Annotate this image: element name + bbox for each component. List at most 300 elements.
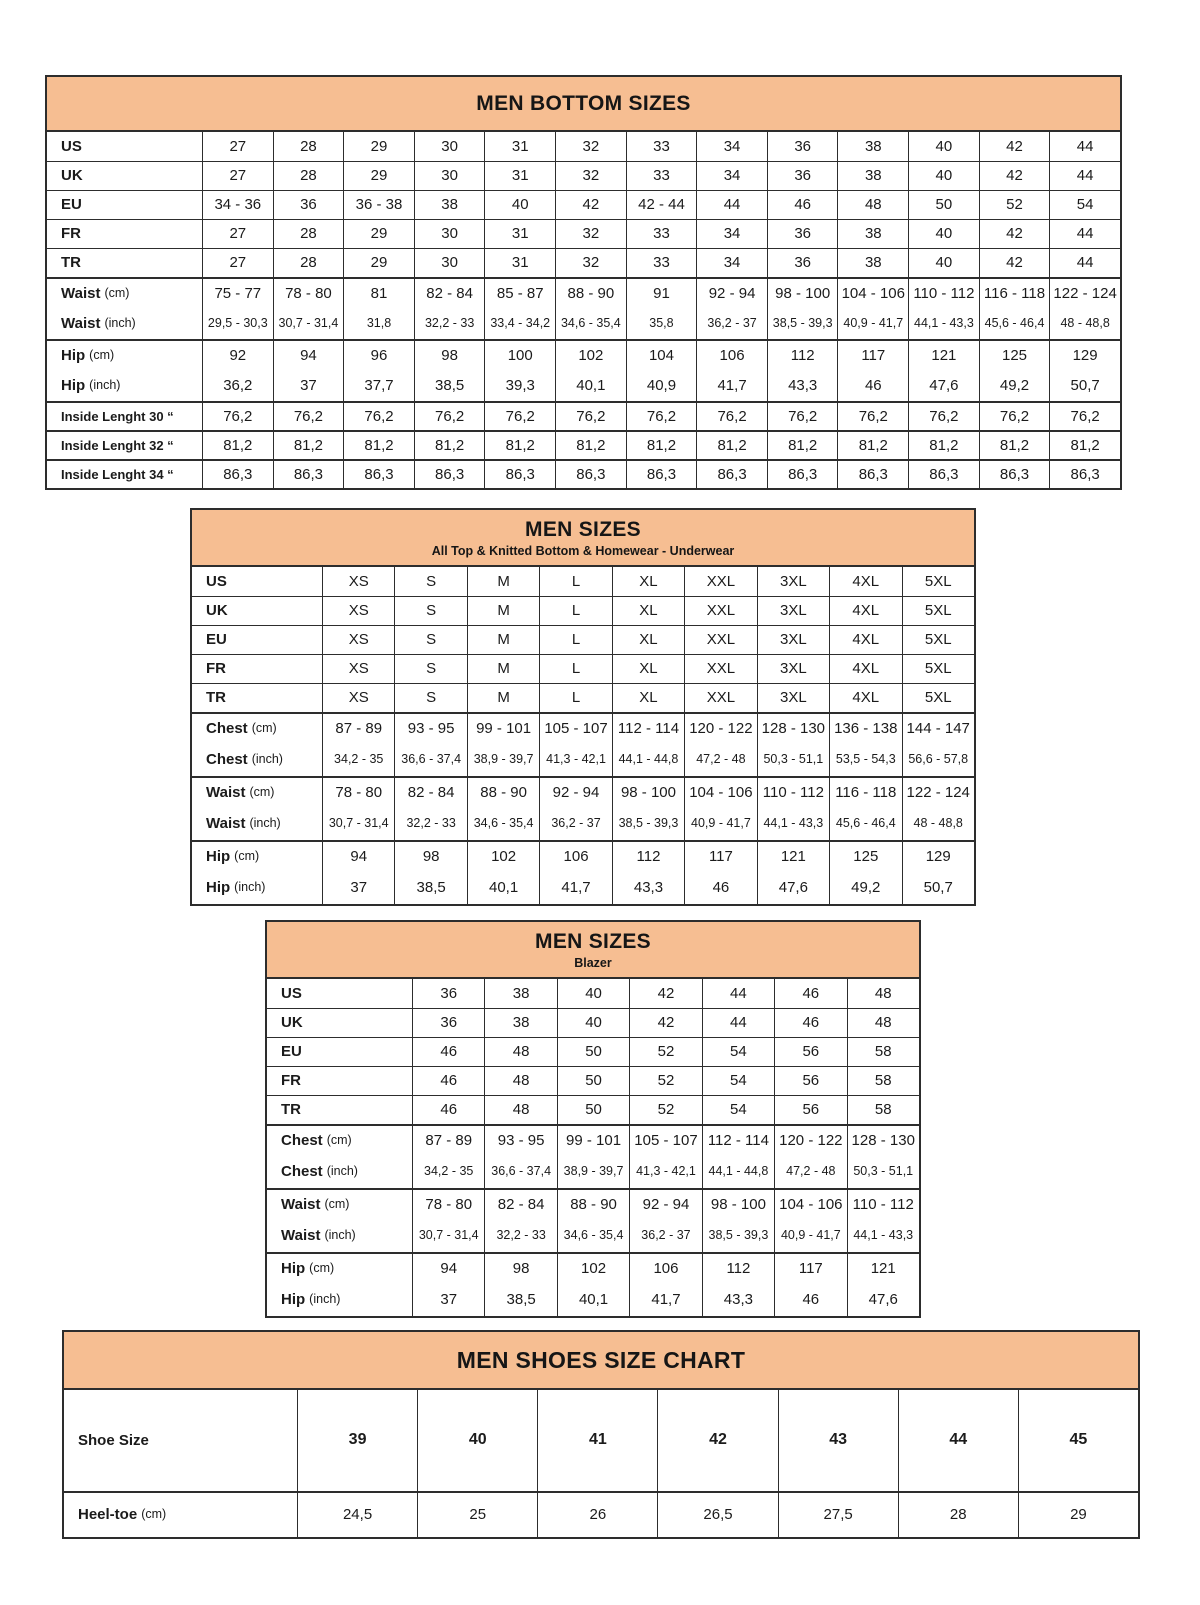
table-title: MEN SIZES (525, 517, 641, 541)
size-value-cell: 29 (343, 220, 414, 248)
table-body (64, 1390, 1138, 1537)
row-label (47, 308, 202, 339)
table-row (47, 190, 1120, 219)
row-label-text: EU (61, 196, 82, 214)
table-row (64, 1390, 1138, 1491)
size-value-cell: 76,2 (626, 403, 697, 430)
size-value-cell: 27,5 (778, 1493, 898, 1537)
size-value-cell: 42 (555, 191, 626, 219)
size-value-cell: 36 (767, 220, 838, 248)
size-value-cell: 128 - 130 (847, 1126, 919, 1156)
size-value-cell: 44 (1049, 220, 1120, 248)
size-value-cell: 81,2 (979, 432, 1050, 459)
size-value-cell: 41 (537, 1390, 657, 1491)
size-value-cell: 34,2 - 35 (322, 744, 394, 776)
size-value-cell: 26,5 (657, 1493, 777, 1537)
row-label (267, 1126, 412, 1156)
size-value-cell: 47,2 - 48 (684, 744, 756, 776)
row-label-unit: (cm) (141, 1507, 167, 1522)
size-value-cell: 88 - 90 (557, 1190, 629, 1220)
row-label (267, 1096, 412, 1124)
table-subtitle: All Top & Knitted Bottom & Homewear - Underwear (431, 543, 735, 558)
row-label-unit: (cm) (251, 721, 277, 736)
size-value-cell: 125 (979, 341, 1050, 370)
size-value-cell: 36 (767, 132, 838, 161)
row-label (267, 1254, 412, 1284)
size-value-cell: 76,2 (343, 403, 414, 430)
size-value-cell: 47,6 (757, 872, 829, 904)
row-label-text: UK (61, 167, 83, 185)
size-value-cell: 4XL (829, 655, 901, 683)
row-label (192, 808, 322, 840)
size-value-cell: 104 - 106 (837, 279, 908, 308)
size-value-cell: 38 (414, 191, 485, 219)
table-row (47, 277, 1120, 308)
size-value-cell: XXL (684, 684, 756, 712)
size-value-cell: 31 (484, 220, 555, 248)
size-value-cell: 54 (702, 1038, 774, 1066)
size-value-cell: 34,6 - 35,4 (557, 1220, 629, 1252)
size-value-cell: 41,3 - 42,1 (629, 1156, 701, 1188)
size-value-cell: 37 (412, 1284, 484, 1316)
row-label (192, 744, 322, 776)
row-label-unit: (cm) (89, 347, 115, 362)
size-value-cell: 112 - 114 (702, 1126, 774, 1156)
size-value-cell: 48 (484, 1038, 556, 1066)
size-value-cell: 112 (612, 842, 684, 872)
size-value-cell: 48 - 48,8 (902, 808, 974, 840)
size-value-cell: 38 (837, 220, 908, 248)
size-value-cell: 36 - 38 (343, 191, 414, 219)
table-row (267, 1095, 919, 1124)
row-label (64, 1493, 297, 1537)
row-label (64, 1390, 297, 1491)
size-value-cell: 106 (629, 1254, 701, 1284)
row-label (267, 1067, 412, 1095)
size-value-cell: 38,5 (414, 370, 485, 401)
men-sizes-tops-table (190, 508, 976, 906)
size-value-cell: 38,5 - 39,3 (767, 308, 838, 339)
size-value-cell: S (394, 684, 466, 712)
size-value-cell: 40 (484, 191, 555, 219)
row-label (267, 979, 412, 1008)
size-value-cell: 76,2 (273, 403, 344, 430)
size-value-cell: 81 (343, 279, 414, 308)
size-value-cell: 30 (414, 162, 485, 190)
size-value-cell: 34 (696, 249, 767, 277)
size-value-cell: 56,6 - 57,8 (902, 744, 974, 776)
size-value-cell: 34 (696, 132, 767, 161)
size-value-cell: M (467, 567, 539, 596)
row-label-text: Hip (281, 1260, 306, 1278)
size-value-cell: 40 (908, 162, 979, 190)
size-value-cell: 36,6 - 37,4 (484, 1156, 556, 1188)
row-label (192, 567, 322, 596)
row-label-text: Shoe Size (78, 1431, 149, 1449)
size-value-cell: XL (612, 626, 684, 654)
table-header-band (64, 1332, 1138, 1390)
table-header-band (267, 922, 919, 979)
size-value-cell: 117 (837, 341, 908, 370)
size-value-cell: 54 (1049, 191, 1120, 219)
size-value-cell: 43,3 (612, 872, 684, 904)
row-label-text: US (61, 137, 82, 155)
size-value-cell: 42 (979, 162, 1050, 190)
row-label-unit: (inch) (309, 1292, 341, 1307)
size-value-cell: 44,1 - 43,3 (757, 808, 829, 840)
size-value-cell: 86,3 (837, 461, 908, 488)
size-value-cell: 29 (1018, 1493, 1138, 1537)
size-value-cell: 46 (837, 370, 908, 401)
size-value-cell: 52 (979, 191, 1050, 219)
size-value-cell: 44 (1049, 132, 1120, 161)
size-value-cell: 56 (774, 1096, 846, 1124)
row-label-text: EU (206, 631, 227, 649)
size-value-cell: 116 - 118 (979, 279, 1050, 308)
size-value-cell: 32 (555, 162, 626, 190)
table-body (47, 132, 1120, 488)
row-label-text: Hip (61, 376, 86, 394)
size-value-cell: 33 (626, 132, 697, 161)
table-row (192, 712, 974, 744)
size-value-cell: 121 (847, 1254, 919, 1284)
table-row (47, 339, 1120, 370)
size-value-cell: 76,2 (696, 403, 767, 430)
size-value-cell: 34,6 - 35,4 (467, 808, 539, 840)
size-value-cell: 86,3 (202, 461, 273, 488)
table-row (192, 654, 974, 683)
size-value-cell: 4XL (829, 626, 901, 654)
size-value-cell: 48 (484, 1067, 556, 1095)
size-value-cell: 46 (774, 1284, 846, 1316)
row-label-unit: (cm) (324, 1197, 350, 1212)
size-value-cell: 5XL (902, 567, 974, 596)
size-value-cell: 88 - 90 (467, 778, 539, 808)
size-value-cell: XL (612, 597, 684, 625)
row-label-text: Waist (206, 784, 246, 802)
size-value-cell: 42 (979, 220, 1050, 248)
size-value-cell: 5XL (902, 655, 974, 683)
size-value-cell: 34 (696, 220, 767, 248)
table-row (192, 567, 974, 596)
size-value-cell: 86,3 (343, 461, 414, 488)
size-value-cell: 38 (837, 249, 908, 277)
size-value-cell: 42 - 44 (626, 191, 697, 219)
table-header-band (47, 77, 1120, 132)
size-value-cell: 30 (414, 220, 485, 248)
size-value-cell: 46 (767, 191, 838, 219)
size-value-cell: 41,7 (539, 872, 611, 904)
size-value-cell: 27 (202, 220, 273, 248)
size-value-cell: 98 (414, 341, 485, 370)
table-row (192, 625, 974, 654)
row-label-text: Inside Lenght 34 “ (61, 466, 174, 482)
size-value-cell: S (394, 567, 466, 596)
size-value-cell: 46 (412, 1096, 484, 1124)
table-row (267, 1124, 919, 1156)
size-value-cell: XXL (684, 597, 756, 625)
size-value-cell: 50,7 (902, 872, 974, 904)
size-value-cell: 98 (484, 1254, 556, 1284)
size-value-cell: 82 - 84 (394, 778, 466, 808)
size-value-cell: 38,9 - 39,7 (557, 1156, 629, 1188)
row-label-text: US (281, 984, 302, 1002)
size-value-cell: L (539, 597, 611, 625)
size-value-cell: 4XL (829, 684, 901, 712)
size-value-cell: XS (322, 597, 394, 625)
size-value-cell: 56 (774, 1067, 846, 1095)
size-value-cell: 47,6 (908, 370, 979, 401)
row-label-unit: (cm) (104, 285, 130, 300)
table-row (267, 1037, 919, 1066)
row-label-unit: (inch) (104, 315, 136, 330)
size-value-cell: XL (612, 567, 684, 596)
row-label-unit: (cm) (249, 785, 275, 800)
size-value-cell: 50 (557, 1096, 629, 1124)
size-value-cell: 26 (537, 1493, 657, 1537)
size-value-cell: 96 (343, 341, 414, 370)
size-value-cell: 46 (774, 1009, 846, 1037)
size-value-cell: 44 (1049, 162, 1120, 190)
size-value-cell: 99 - 101 (467, 714, 539, 744)
table-row (47, 430, 1120, 459)
table-row (267, 1156, 919, 1188)
size-value-cell: 104 - 106 (684, 778, 756, 808)
size-value-cell: 3XL (757, 597, 829, 625)
size-value-cell: 81,2 (273, 432, 344, 459)
size-value-cell: 29 (343, 162, 414, 190)
size-value-cell: 98 - 100 (612, 778, 684, 808)
row-label (192, 714, 322, 744)
size-value-cell: 40 (908, 132, 979, 161)
size-value-cell: 78 - 80 (412, 1190, 484, 1220)
size-value-cell: 93 - 95 (394, 714, 466, 744)
table-row (267, 1188, 919, 1220)
size-value-cell: 122 - 124 (1049, 279, 1120, 308)
size-value-cell: XS (322, 655, 394, 683)
row-label-unit: (cm) (309, 1261, 335, 1276)
size-value-cell: 32,2 - 33 (484, 1220, 556, 1252)
row-label (47, 341, 202, 370)
size-value-cell: 38 (837, 132, 908, 161)
size-value-cell: 38,5 - 39,3 (702, 1220, 774, 1252)
row-label-unit: (inch) (324, 1228, 356, 1243)
size-value-cell: L (539, 684, 611, 712)
size-value-cell: 104 (626, 341, 697, 370)
size-value-cell: 40,1 (555, 370, 626, 401)
row-label (47, 162, 202, 190)
size-value-cell: 38 (484, 979, 556, 1008)
size-value-cell: 94 (322, 842, 394, 872)
row-label-text: Chest (281, 1163, 323, 1181)
table-row (192, 683, 974, 712)
size-value-cell: 44 (696, 191, 767, 219)
row-label-unit: (cm) (234, 849, 260, 864)
table-row (47, 132, 1120, 161)
size-value-cell: L (539, 567, 611, 596)
size-value-cell: 46 (774, 979, 846, 1008)
size-value-cell: 41,7 (629, 1284, 701, 1316)
size-value-cell: 44,1 - 44,8 (702, 1156, 774, 1188)
size-value-cell: 44 (702, 1009, 774, 1037)
row-label (47, 220, 202, 248)
size-value-cell: 50 (557, 1067, 629, 1095)
size-value-cell: 37 (322, 872, 394, 904)
size-value-cell: 81,2 (202, 432, 273, 459)
size-value-cell: 44 (1049, 249, 1120, 277)
size-value-cell: 100 (484, 341, 555, 370)
row-label-text: Hip (281, 1291, 306, 1309)
size-value-cell: 44 (702, 979, 774, 1008)
size-value-cell: 102 (467, 842, 539, 872)
table-row (267, 1066, 919, 1095)
size-value-cell: 44,1 - 44,8 (612, 744, 684, 776)
size-value-cell: 38,9 - 39,7 (467, 744, 539, 776)
size-value-cell: 45 (1018, 1390, 1138, 1491)
size-value-cell: 54 (702, 1067, 774, 1095)
row-label (267, 1156, 412, 1188)
size-value-cell: 36,2 - 37 (539, 808, 611, 840)
size-value-cell: 76,2 (414, 403, 485, 430)
size-value-cell: 92 - 94 (696, 279, 767, 308)
row-label-text: Chest (206, 751, 248, 769)
size-value-cell: 27 (202, 132, 273, 161)
table-body (267, 979, 919, 1316)
size-value-cell: 92 - 94 (629, 1190, 701, 1220)
size-value-cell: XXL (684, 567, 756, 596)
size-value-cell: 112 - 114 (612, 714, 684, 744)
size-value-cell: 106 (696, 341, 767, 370)
size-value-cell: M (467, 597, 539, 625)
row-label-text: Hip (61, 346, 86, 364)
size-value-cell: 92 (202, 341, 273, 370)
row-label-text: US (206, 572, 227, 590)
size-value-cell: 110 - 112 (908, 279, 979, 308)
size-value-cell: 82 - 84 (484, 1190, 556, 1220)
size-value-cell: S (394, 597, 466, 625)
row-label (47, 461, 202, 488)
size-value-cell: 30,7 - 31,4 (273, 308, 344, 339)
size-value-cell: 36 (412, 979, 484, 1008)
size-value-cell: 28 (273, 132, 344, 161)
row-label-text: Waist (206, 815, 246, 833)
size-value-cell: 27 (202, 162, 273, 190)
row-label-text: TR (281, 1101, 301, 1119)
size-value-cell: 76,2 (555, 403, 626, 430)
size-value-cell: 40,9 - 41,7 (684, 808, 756, 840)
size-value-cell: 86,3 (767, 461, 838, 488)
row-label-text: TR (206, 689, 226, 707)
row-label-text: FR (281, 1072, 301, 1090)
size-value-cell: 76,2 (979, 403, 1050, 430)
size-value-cell: 36 (412, 1009, 484, 1037)
size-value-cell: 50,3 - 51,1 (847, 1156, 919, 1188)
size-value-cell: 32 (555, 132, 626, 161)
row-label-text: UK (206, 602, 228, 620)
size-value-cell: 50,3 - 51,1 (757, 744, 829, 776)
row-label (47, 249, 202, 277)
size-value-cell: 81,2 (414, 432, 485, 459)
row-label-text: Chest (206, 720, 248, 738)
size-value-cell: 105 - 107 (539, 714, 611, 744)
row-label-unit: (inch) (251, 752, 283, 767)
size-value-cell: 98 - 100 (702, 1190, 774, 1220)
size-value-cell: 42 (629, 979, 701, 1008)
table-row (47, 370, 1120, 401)
size-value-cell: XL (612, 655, 684, 683)
size-value-cell: 86,3 (484, 461, 555, 488)
size-value-cell: 76,2 (767, 403, 838, 430)
size-value-cell: 44 (898, 1390, 1018, 1491)
table-title: MEN SHOES SIZE CHART (456, 1346, 746, 1373)
size-value-cell: 93 - 95 (484, 1126, 556, 1156)
size-value-cell: 45,6 - 46,4 (829, 808, 901, 840)
size-value-cell: 40 (908, 249, 979, 277)
size-value-cell: XXL (684, 626, 756, 654)
size-value-cell: 56 (774, 1038, 846, 1066)
table-header-band (192, 510, 974, 567)
size-value-cell: 78 - 80 (273, 279, 344, 308)
size-value-cell: 86,3 (696, 461, 767, 488)
size-value-cell: 34 (696, 162, 767, 190)
size-value-cell: 81,2 (696, 432, 767, 459)
size-value-cell: 58 (847, 1096, 919, 1124)
size-value-cell: S (394, 655, 466, 683)
row-label (192, 655, 322, 683)
size-value-cell: 81,2 (837, 432, 908, 459)
size-value-cell: 36,6 - 37,4 (394, 744, 466, 776)
row-label-text: Hip (206, 879, 231, 897)
table-row (47, 219, 1120, 248)
size-value-cell: 5XL (902, 597, 974, 625)
size-value-cell: 42 (629, 1009, 701, 1037)
size-value-cell: 3XL (757, 626, 829, 654)
size-value-cell: 125 (829, 842, 901, 872)
size-value-cell: 86,3 (555, 461, 626, 488)
size-value-cell: 33,4 - 34,2 (484, 308, 555, 339)
size-value-cell: 46 (412, 1067, 484, 1095)
row-label-text: Chest (281, 1132, 323, 1150)
size-value-cell: 106 (539, 842, 611, 872)
size-value-cell: 28 (273, 220, 344, 248)
table-row (47, 459, 1120, 488)
size-value-cell: S (394, 626, 466, 654)
size-value-cell: 86,3 (273, 461, 344, 488)
size-value-cell: 50,7 (1049, 370, 1120, 401)
size-value-cell: 43,3 (767, 370, 838, 401)
row-label-text: TR (61, 254, 81, 272)
size-value-cell: 86,3 (626, 461, 697, 488)
size-value-cell: 4XL (829, 597, 901, 625)
row-label (192, 872, 322, 904)
row-label-text: Waist (61, 314, 101, 332)
table-row (267, 1220, 919, 1252)
table-row (192, 776, 974, 808)
row-label (47, 403, 202, 430)
table-row (267, 1008, 919, 1037)
size-value-cell: 76,2 (908, 403, 979, 430)
row-label (47, 132, 202, 161)
size-value-cell: 33 (626, 249, 697, 277)
size-value-cell: 120 - 122 (684, 714, 756, 744)
size-value-cell: 81,2 (908, 432, 979, 459)
table-row (47, 161, 1120, 190)
size-value-cell: 117 (774, 1254, 846, 1284)
size-value-cell: 58 (847, 1038, 919, 1066)
size-value-cell: 129 (902, 842, 974, 872)
size-value-cell: 36 (767, 162, 838, 190)
size-value-cell: 31,8 (343, 308, 414, 339)
